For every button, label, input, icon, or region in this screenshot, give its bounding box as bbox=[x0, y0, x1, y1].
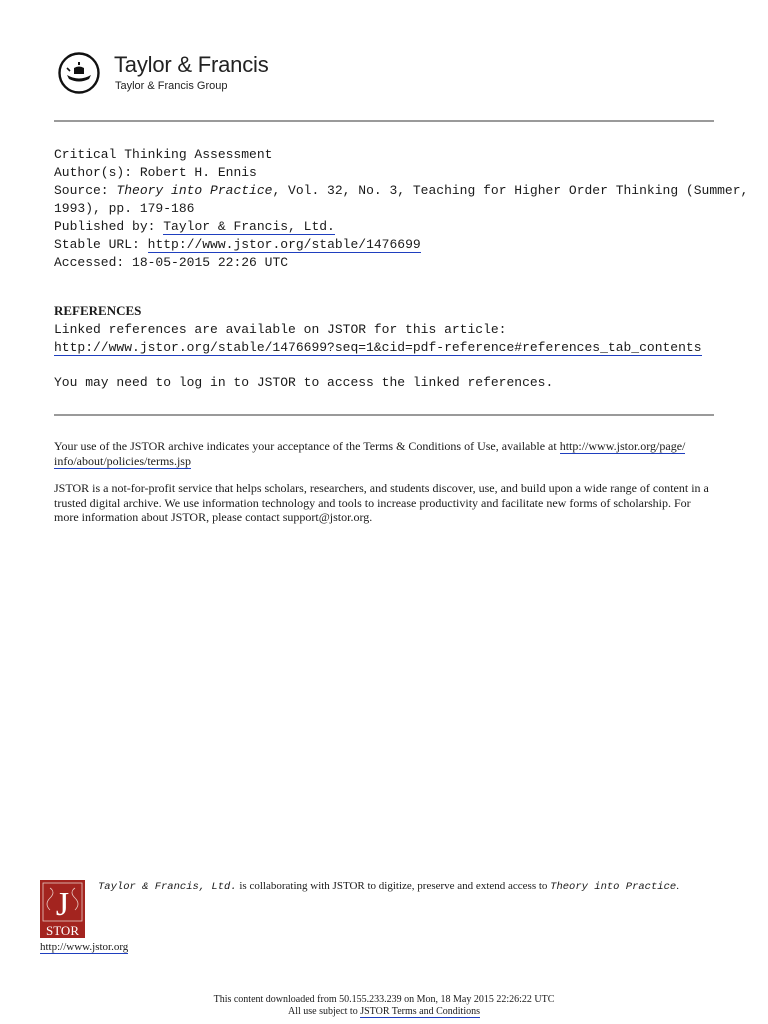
references-note: You may need to log in to JSTOR to access the linked references. bbox=[54, 375, 554, 390]
source-journal: Theory into Practice bbox=[116, 183, 273, 198]
jstor-logo-icon bbox=[40, 880, 85, 938]
terms-link-part2[interactable]: info/about/policies/terms.jsp bbox=[54, 453, 191, 468]
article-title: Critical Thinking Assessment bbox=[54, 147, 273, 162]
accessed-value: 18-05-2015 22:26 UTC bbox=[132, 255, 289, 270]
source-label: Source: bbox=[54, 183, 109, 198]
source-details: , Vol. 32, No. 3, Teaching for Higher Order Thinking (Summer, bbox=[272, 183, 749, 198]
references-heading: REFERENCES bbox=[54, 303, 142, 318]
accessed-label: Accessed: bbox=[54, 255, 125, 270]
references-intro: Linked references are available on JSTOR for this article: bbox=[54, 322, 507, 337]
jstor-home-link[interactable]: http://www.jstor.org bbox=[40, 941, 129, 953]
published-label: Published by: bbox=[54, 219, 156, 234]
source-line-2: 1993), pp. 179-186 bbox=[54, 201, 195, 216]
jstor-logo-word: STOR bbox=[46, 923, 79, 938]
authors-line bbox=[54, 164, 714, 182]
published-line bbox=[54, 218, 714, 236]
jstor-terms-link[interactable]: JSTOR Terms and Conditions bbox=[360, 1006, 480, 1017]
authors-value: Robert H. Ennis bbox=[139, 165, 257, 180]
accessed-line bbox=[54, 254, 714, 272]
terms-link-part1[interactable]: http://www.jstor.org/page/ bbox=[559, 439, 686, 453]
jstor-logo-letter: J bbox=[55, 886, 70, 923]
use-notice bbox=[0, 1006, 768, 1017]
collab-journal: Theory into Practice bbox=[550, 881, 677, 893]
collab-publisher: Taylor & Francis, Ltd. bbox=[98, 881, 237, 893]
collab-text: is collaborating with JSTOR to digitize, preserve and extend access to bbox=[236, 880, 551, 892]
authors-label: Author(s): bbox=[54, 165, 133, 180]
references-url-line bbox=[54, 339, 714, 357]
references-link[interactable]: http://www.jstor.org/stable/1476699?seq=1&cid=pdf-reference#references_tab_contents bbox=[54, 340, 702, 355]
stable-url-line bbox=[54, 236, 714, 254]
collaboration-statement bbox=[98, 880, 679, 893]
source-line bbox=[54, 182, 749, 200]
download-notice: This content downloaded from 50.155.233.239 on Mon, 18 May 2015 22:26:22 UTC bbox=[213, 994, 555, 1005]
logo-subtitle: Taylor & Francis Group bbox=[115, 80, 228, 92]
stable-url-link[interactable]: http://www.jstor.org/stable/1476699 bbox=[147, 237, 421, 252]
stable-url-label: Stable URL: bbox=[54, 237, 140, 252]
collab-end: . bbox=[676, 880, 679, 892]
top-divider bbox=[54, 120, 714, 122]
middle-divider bbox=[54, 414, 714, 416]
use-notice-prefix: All use subject to bbox=[288, 1006, 361, 1017]
logo-title: Taylor & Francis bbox=[114, 52, 269, 77]
about-jstor-paragraph: JSTOR is a not-for-profit service that helps scholars, researchers, and students discover, use, and build upon a wide range of content in a trusted digital archive. We use information technology and tools to increase productivity and facilitate new forms of scholarship. For more information about JSTOR, please contact support@jstor.org. bbox=[54, 481, 709, 524]
terms-text: Your use of the JSTOR archive indicates your acceptance of the Terms & Conditions of Use, available at bbox=[54, 439, 560, 453]
terms-paragraph bbox=[54, 439, 714, 468]
publisher-link[interactable]: Taylor & Francis, Ltd. bbox=[163, 219, 335, 234]
taylor-francis-logo-icon bbox=[58, 52, 100, 94]
